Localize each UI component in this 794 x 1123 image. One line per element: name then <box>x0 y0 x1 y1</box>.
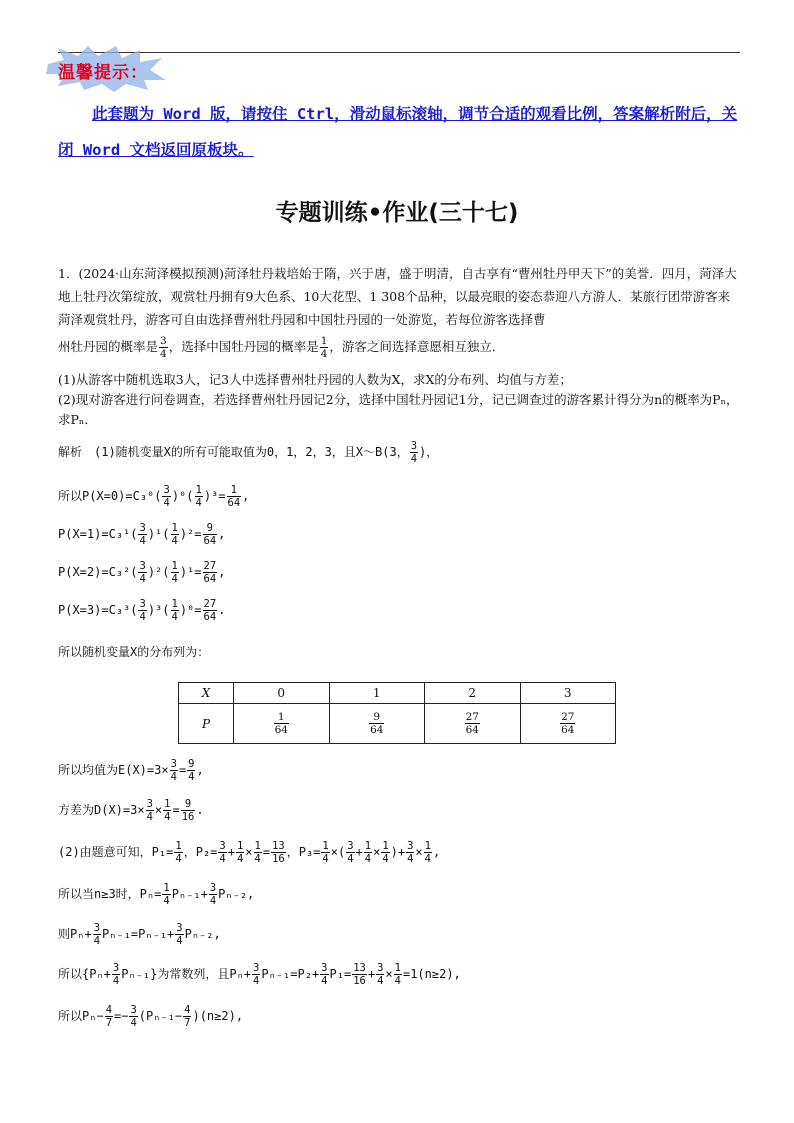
solution-line-1: 解析 (1)随机变量X的所有可能取值为0，1，2，3，且X～B(3， $\frac{3}{4}$ )， <box>58 440 439 465</box>
problem-line2: 州牡丹园的概率是 $\frac{3}{4}$ ，选择中国牡丹园的概率是 $\frac{1}{4}$ ，游客之间选择意愿相互独立． <box>58 335 505 360</box>
prob-x1: P(X=1)=C₃¹( $\frac{3}{4}$ )¹( $\frac{1}{4}$ )²= $\frac{9}{64}$ , <box>58 522 226 547</box>
table-header-cell: X <box>179 683 234 704</box>
table-header-cell: 1 <box>329 683 425 704</box>
part2-line: (2)由题意可知，P₁= $\frac{1}{4}$ ，P₂= $\frac{3}{4}$ + $\frac{1}{4}$ × $\frac{1}{4}$ = $\frac{13}{16}$ ，P₃= $\frac{1}{4}$ ×( $\frac{3}{4}$ + $\frac{1}{4}$ × $\frac{1}{4}$ )+ $\frac{3}{4}$ × $\frac{1}{4}$ , <box>58 840 441 865</box>
fraction: $\frac{3}{4}$ <box>160 335 167 360</box>
prob-x3: P(X=3)=C₃³( $\frac{3}{4}$ )³( $\frac{1}{4}$ )⁰= $\frac{27}{64}$ . <box>58 598 226 623</box>
page-title: 专题训练•作业(三十七) <box>275 200 519 226</box>
table-cell: $\frac{27}{64}$ <box>520 704 616 744</box>
question-1: (1)从游客中随机选取3人，记3人中选择曹州牡丹园的人数为X，求X的分布列、均值与方差； <box>58 372 572 387</box>
question-2: (2)现对游客进行问卷调查，若选择曹州牡丹园记2分，选择中国牡丹园记1分，记已调查过的游客累计得分为n的概率为Pₙ，求Pₙ． <box>58 392 739 427</box>
recurrence-line-2: 则Pₙ+ $\frac{3}{4}$ Pₙ₋₁=Pₙ₋₁+ $\frac{3}{4}$ Pₙ₋₂, <box>58 922 221 947</box>
table-header-cell: 0 <box>234 683 330 704</box>
distribution-intro: 所以随机变量X的分布列为： <box>58 645 210 659</box>
fraction: $\frac{1}{4}$ <box>320 335 328 360</box>
mean-line: 所以均值为E(X)=3× $\frac{3}{4}$ = $\frac{9}{4}$ , <box>58 758 204 783</box>
table-cell: $\frac{9}{64}$ <box>329 704 425 744</box>
table-row-label: P <box>179 704 234 744</box>
table-cell: $\frac{27}{64}$ <box>425 704 521 744</box>
table-row <box>179 683 616 704</box>
recurrence-line-1: 所以当n≥3时，Pₙ= $\frac{1}{4}$ Pₙ₋₁+ $\frac{3}{4}$ Pₙ₋₂, <box>58 882 255 907</box>
table-header-cell: 3 <box>520 683 616 704</box>
prob-x0: 所以P(X=0)=C₃⁰( $\frac{3}{4}$ )⁰( $\frac{1}{4}$ )³= $\frac{1}{64}$ , <box>58 484 250 509</box>
prob-x2: P(X=2)=C₃²( $\frac{3}{4}$ )²( $\frac{1}{4}$ )¹= $\frac{27}{64}$ , <box>58 560 226 585</box>
table-header-cell: 2 <box>425 683 521 704</box>
problem-intro: 1．(2024·山东菏泽模拟预测)菏泽牡丹栽培始于隋，兴于唐，盛于明清，自古享有“曹州牡丹甲天下”的美誉．四月，菏泽大地上牡丹次第绽放，观赏牡丹拥有9大色系、10大花型、1 308个品种，以最亮眼的姿态恭迎八方游人．某旅行团带游客来菏泽观赏牡丹，游客可自由选择曹州牡丹园和中国牡丹园的一处游览，若每位游客选择曹 <box>58 266 737 327</box>
notice-label: 温馨提示： <box>58 63 148 83</box>
notice-text[interactable]: 此套题为 Word 版，请按住 Ctrl，滑动鼠标滚轴，调节合适的观看比例，答案解析附后，关闭 Word 文档返回原板块。 <box>58 105 738 159</box>
table-row <box>179 704 616 744</box>
variance-line: 方差为D(X)=3× $\frac{3}{4}$ × $\frac{1}{4}$ = $\frac{9}{16}$ . <box>58 798 204 823</box>
recurrence-line-3: 所以{Pₙ+ $\frac{3}{4}$ Pₙ₋₁}为常数列，且Pₙ+ $\frac{3}{4}$ Pₙ₋₁=P₂+ $\frac{3}{4}$ P₁= $\frac{13}{16}$ + $\frac{3}{4}$ × $\frac{1}{4}$ =1(n≥2), <box>58 962 461 987</box>
final-line: 所以Pₙ− $\frac{4}{7}$ =− $\frac{3}{4}$ (Pₙ₋₁− $\frac{4}{7}$ )(n≥2), <box>58 1004 244 1029</box>
distribution-table <box>178 682 616 744</box>
table-cell: $\frac{1}{64}$ <box>234 704 330 744</box>
